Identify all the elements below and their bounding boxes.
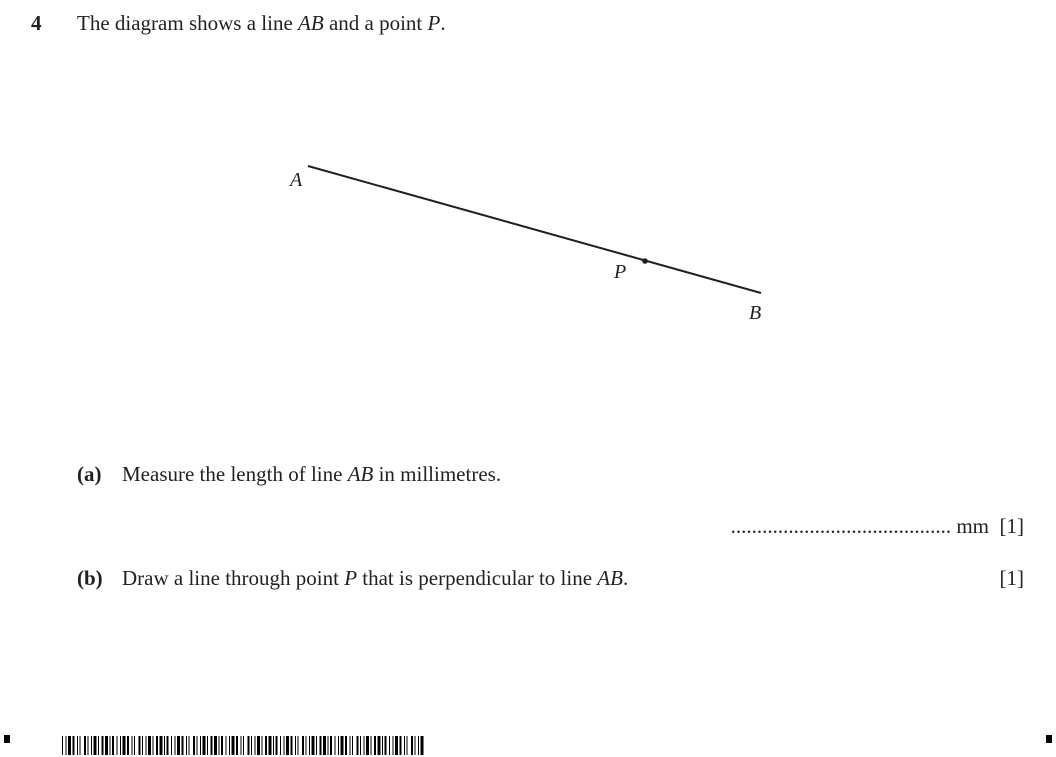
line-ab: [308, 166, 761, 293]
point-p-dot: [642, 258, 648, 264]
registration-mark-left: [4, 735, 10, 743]
part-a-label: (a): [77, 462, 102, 486]
part-b-marks: [1]: [999, 566, 1024, 590]
part-b-text: Draw a line through point P that is perpendicular to line AB.: [122, 566, 629, 590]
question-stem: The diagram shows a line AB and a point P.: [77, 11, 446, 35]
answer-unit: mm: [956, 514, 989, 538]
point-b-label: B: [749, 302, 762, 324]
point-a-label: A: [290, 169, 303, 191]
part-b-label: (b): [77, 566, 103, 590]
part-a-text: Measure the length of line AB in millimetres.: [122, 462, 502, 486]
part-a-answer-line: [731, 514, 1024, 539]
part-a-marks: [1]: [999, 514, 1024, 538]
barcode: [62, 736, 424, 755]
point-p-label: P: [614, 261, 627, 283]
answer-space[interactable]: ..........................................: [730, 514, 952, 538]
question-number: 4: [31, 11, 42, 35]
registration-mark-right: [1046, 735, 1052, 743]
